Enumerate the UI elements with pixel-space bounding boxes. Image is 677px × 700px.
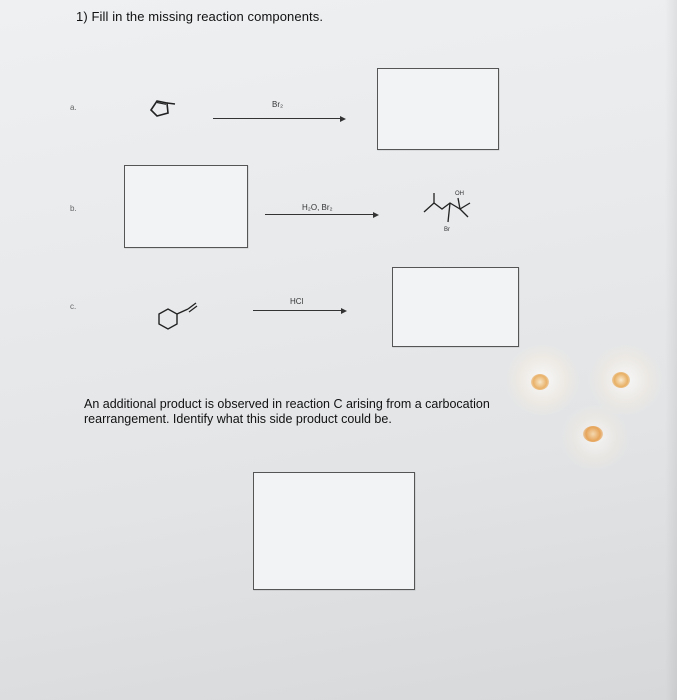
side-product-answer-box[interactable] <box>253 472 415 590</box>
reaction-a-arrow <box>213 118 344 119</box>
side-product-question: An additional product is observed in reaction C arising from a carbocation rearrangement. Identify what this side product could be. <box>84 397 490 426</box>
reaction-c-reagent: HCl <box>290 297 304 306</box>
product-br-label: Br <box>444 227 450 233</box>
page-edge-shadow <box>665 0 677 700</box>
reaction-a-label: a. <box>70 103 77 112</box>
reaction-b-reagent: H₂O, Br₂ <box>302 203 333 212</box>
reaction-c-reactant-structure <box>152 298 212 338</box>
reaction-b-arrow <box>265 214 377 215</box>
reaction-c-arrow <box>253 310 345 311</box>
reaction-a-reagent: Br₂ <box>272 100 284 109</box>
reaction-a-product-answer-box[interactable] <box>377 68 499 150</box>
reaction-c-product-answer-box[interactable] <box>392 267 519 347</box>
reaction-b-product-structure <box>420 186 485 236</box>
reaction-a-reactant-structure <box>145 96 190 120</box>
reaction-c-label: c. <box>70 302 77 311</box>
product-oh-label: OH <box>455 191 464 197</box>
page-title: 1) Fill in the missing reaction components. <box>76 9 324 24</box>
reaction-b-reactant-answer-box[interactable] <box>124 165 248 248</box>
reaction-b-label: b. <box>70 204 77 213</box>
